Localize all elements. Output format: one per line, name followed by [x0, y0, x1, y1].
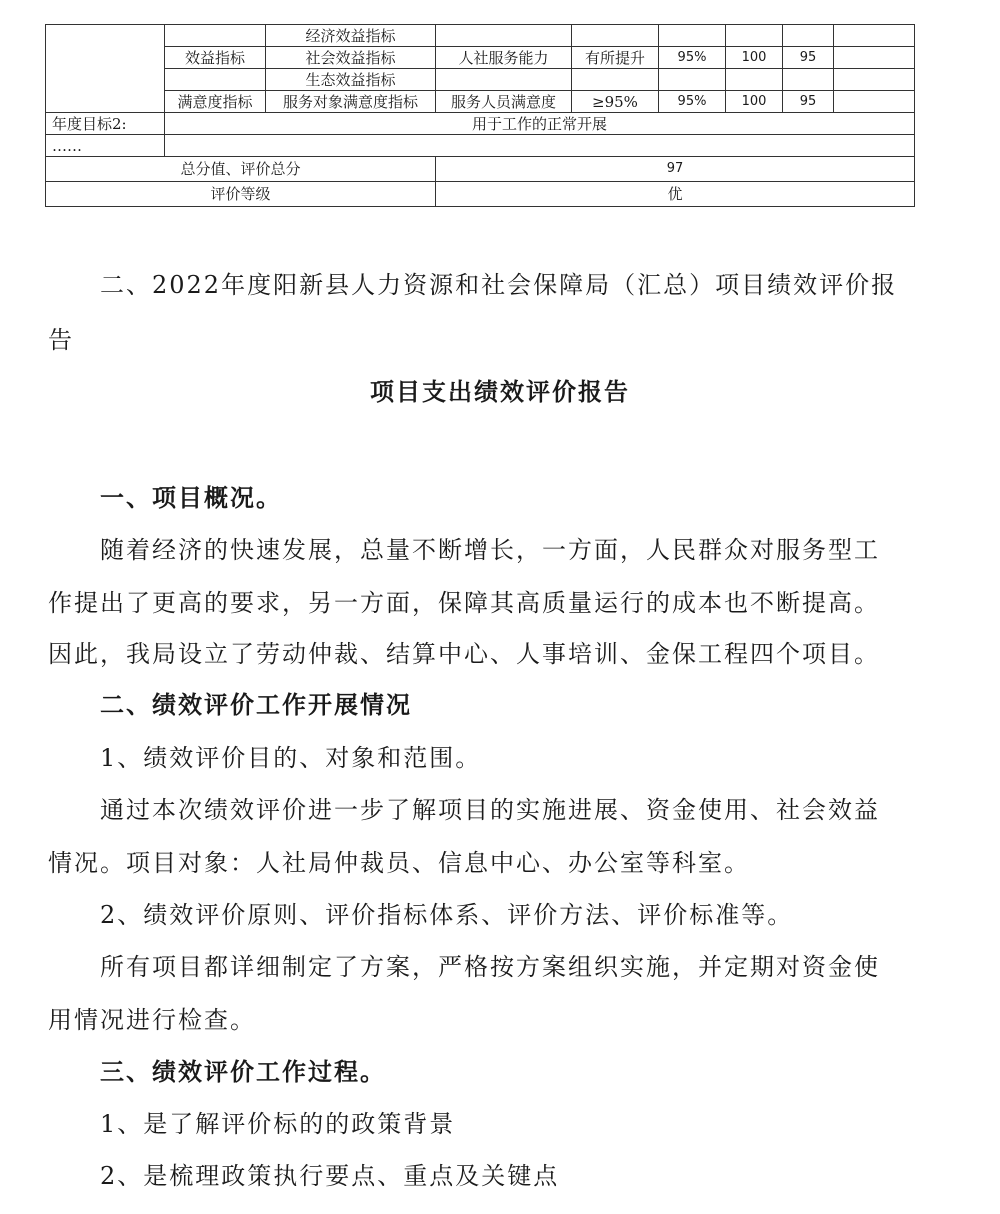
- total-score-value: 97: [436, 157, 915, 182]
- paragraph-line: 因此，我局设立了劳动仲裁、结算中心、人事培训、金保工程四个项目。: [48, 640, 880, 668]
- table-cell: 社会效益指标: [266, 47, 436, 69]
- table-cell-empty: [436, 25, 572, 47]
- grade-value: 优: [436, 182, 915, 207]
- table-cell: 生态效益指标: [266, 69, 436, 91]
- paragraph-line: 随着经济的快速发展，总量不断增长，一方面，人民群众对服务型工: [100, 536, 880, 564]
- list-item: 2、绩效评价原则、评价指标体系、评价方法、评价标准等。: [100, 901, 794, 929]
- performance-table: [45, 24, 915, 207]
- table-cell: 满意度指标: [165, 91, 266, 113]
- annual-goal-value: 用于工作的正常开展: [165, 113, 915, 135]
- table-cell-empty: [834, 25, 915, 47]
- table-cell-empty: [659, 69, 726, 91]
- grade-label: 评价等级: [46, 182, 436, 207]
- paragraph-line: 通过本次绩效评价进一步了解项目的实施进展、资金使用、社会效益: [100, 796, 880, 824]
- table-cell: 服务人员满意度: [436, 91, 572, 113]
- table-cell-empty: [165, 69, 266, 91]
- table-cell-empty: [834, 91, 915, 113]
- table-cell: 95%: [659, 47, 726, 69]
- table-cell: 有所提升: [572, 47, 659, 69]
- table-cell: ≥95%: [572, 91, 659, 113]
- paragraph-line: 所有项目都详细制定了方案，严格按方案组织实施，并定期对资金使: [100, 953, 880, 981]
- table-cell: 95%: [659, 91, 726, 113]
- table-cell-empty: [46, 25, 165, 113]
- table-cell: 经济效益指标: [266, 25, 436, 47]
- table-cell-empty: [572, 69, 659, 91]
- table-cell-empty: [659, 25, 726, 47]
- table-cell-empty: [783, 69, 834, 91]
- table-cell: 100: [726, 91, 783, 113]
- table-cell-empty: [436, 69, 572, 91]
- table-cell: 95: [783, 47, 834, 69]
- list-item: 1、绩效评价目的、对象和范围。: [100, 744, 482, 772]
- table-cell-empty: [834, 47, 915, 69]
- table-cell-empty: [726, 25, 783, 47]
- annual-goal-label: 年度目标2:: [46, 113, 165, 135]
- ellipsis-label: ……: [46, 135, 165, 157]
- table-cell: 100: [726, 47, 783, 69]
- section-heading-cont: 告: [48, 326, 74, 354]
- table-cell: 服务对象满意度指标: [266, 91, 436, 113]
- table-cell: 效益指标: [165, 47, 266, 69]
- total-score-label: 总分值、评价总分: [46, 157, 436, 182]
- list-item: 1、是了解评价标的的政策背景: [100, 1110, 456, 1138]
- paragraph-line: 情况。项目对象：人社局仲裁员、信息中心、办公室等科室。: [48, 849, 750, 877]
- section-heading: 二、2022年度阳新县人力资源和社会保障局（汇总）项目绩效评价报: [100, 271, 898, 299]
- report-title: 项目支出绩效评价报告: [370, 378, 630, 406]
- section-title: 一、项目概况。: [100, 484, 282, 512]
- table-cell-empty: [572, 25, 659, 47]
- table-cell-empty: [783, 25, 834, 47]
- table-cell: 95: [783, 91, 834, 113]
- section-title: 三、绩效评价工作过程。: [100, 1058, 386, 1086]
- paragraph-line: 作提出了更高的要求，另一方面，保障其高质量运行的成本也不断提高。: [48, 589, 880, 617]
- section-title: 二、绩效评价工作开展情况: [100, 691, 412, 719]
- table-cell-empty: [834, 69, 915, 91]
- paragraph-line: 用情况进行检查。: [48, 1006, 256, 1034]
- table-cell-empty: [726, 69, 783, 91]
- list-item: 2、是梳理政策执行要点、重点及关键点: [100, 1162, 560, 1190]
- table-cell: 人社服务能力: [436, 47, 572, 69]
- table-cell-empty: [165, 135, 915, 157]
- table-cell-empty: [165, 25, 266, 47]
